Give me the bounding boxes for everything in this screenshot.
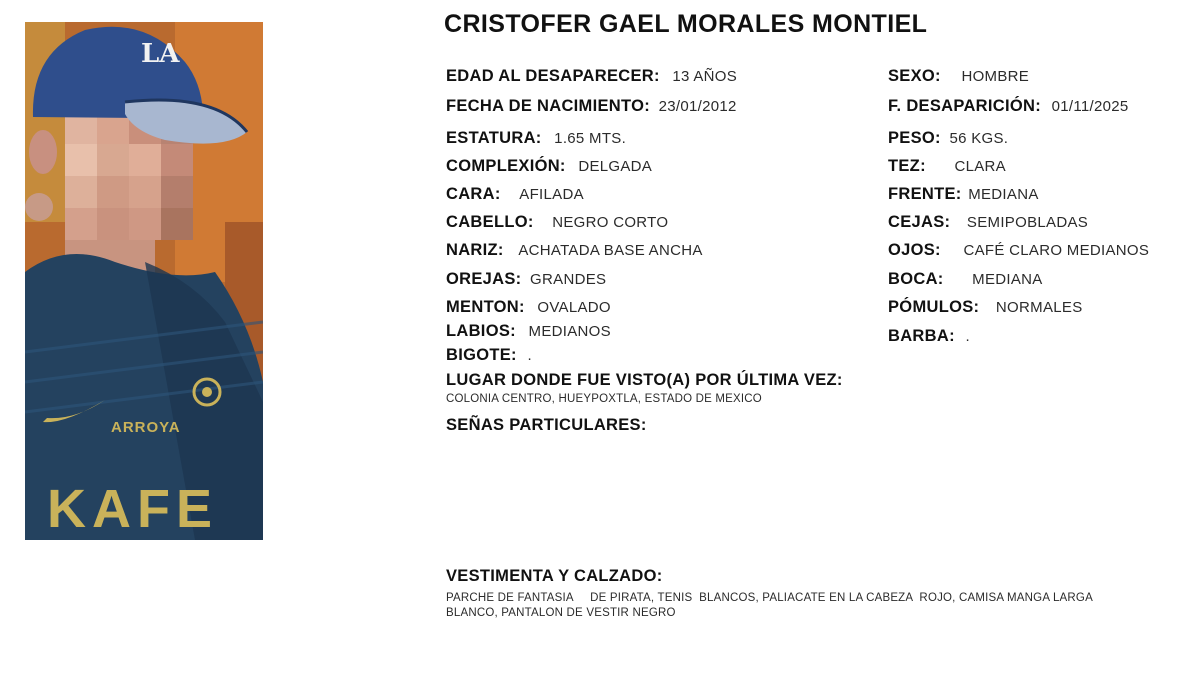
field-label: BIGOTE: [446,346,517,364]
field-nose [446,240,703,261]
cap-logo-text: LA [141,39,180,69]
field-value: DELGADA [578,158,653,175]
field-weight [888,128,1008,149]
field-label: FECHA DE NACIMIENTO: [446,97,650,115]
field-value: SEMIPOBLADAS [966,214,1089,231]
field-value: . [965,328,970,345]
field-height [446,128,626,149]
field-label: SEXO: [888,67,941,85]
field-forehead [888,184,1039,205]
field-label: CEJAS: [888,213,951,231]
field-value: 1.65 MTS. [554,130,627,147]
particular-signs-label: SEÑAS PARTICULARES: [446,416,647,434]
field-value: 01/11/2025 [1051,98,1129,115]
field-label: F. DESAPARICIÓN: [888,97,1042,115]
clothing-value: PARCHE DE FANTASIA DE PIRATA, TENIS BLANCOS, PALIACATE EN LA CABEZA ROJO, CAMISA MANGA LARGA BLANCO, PANTALON DE VESTIR NEGRO [446,592,1093,619]
field-value: MEDIANOS [528,323,611,340]
field-value: 56 KGS. [949,130,1009,147]
field-label: EDAD AL DESAPARECER: [446,67,660,85]
field-label: FRENTE: [888,185,962,203]
field-value: OVALADO [537,299,611,316]
last-seen-value: COLONIA CENTRO, HUEYPOXTLA, ESTADO DE MEXICO [446,393,762,405]
field-label: CABELLO: [446,213,534,231]
field-label: BOCA: [888,270,944,288]
field-eyes [888,240,1149,261]
field-value: CLARA [954,158,1006,175]
field-sex [888,66,1029,87]
field-label: MENTON: [446,298,525,316]
shirt-brand-text: ARROYA [111,419,181,436]
clothing-label: VESTIMENTA Y CALZADO: [446,567,663,585]
field-value: MEDIANA [968,186,1039,203]
field-ears [446,269,606,290]
field-mouth [888,269,1043,290]
field-value: NEGRO CORTO [552,214,669,231]
field-label: PESO: [888,129,941,147]
field-disappearance-date [888,96,1129,117]
field-value: . [527,347,532,364]
field-label: OJOS: [888,241,941,259]
field-face [446,184,584,205]
field-eyebrows [888,212,1088,233]
field-label: TEZ: [888,157,926,175]
field-age [446,66,737,87]
field-label: LABIOS: [446,322,516,340]
field-hair [446,212,668,233]
person-name: CRISTOFER GAEL MORALES MONTIEL [444,10,928,38]
field-birth-date [446,96,737,117]
field-value: HOMBRE [961,68,1030,85]
field-label: PÓMULOS: [888,298,980,316]
field-value: MEDIANA [972,271,1043,288]
field-label: OREJAS: [446,270,522,288]
last-seen-label: LUGAR DONDE FUE VISTO(A) POR ÚLTIMA VEZ: [446,371,843,389]
field-value: CAFÉ CLARO MEDIANOS [963,242,1150,259]
field-label: COMPLEXIÓN: [446,157,566,175]
field-label: NARIZ: [446,241,504,259]
field-value: GRANDES [530,271,607,288]
field-lips [446,321,611,342]
missing-person-photo [25,22,263,540]
shirt-front-text: KAFE [47,479,218,539]
photo-illustration [25,22,263,540]
field-build [446,156,652,177]
field-cheekbones [888,297,1083,318]
field-complexion [888,156,1006,177]
field-value: NORMALES [995,299,1083,316]
field-value: 13 AÑOS [672,68,738,85]
field-value: 23/01/2012 [658,98,737,115]
field-mustache [446,345,532,366]
field-value: AFILADA [519,186,584,203]
field-beard [888,326,970,347]
field-label: BARBA: [888,327,955,345]
field-value: ACHATADA BASE ANCHA [518,242,703,259]
field-chin [446,297,611,318]
field-label: CARA: [446,185,501,203]
field-label: ESTATURA: [446,129,542,147]
